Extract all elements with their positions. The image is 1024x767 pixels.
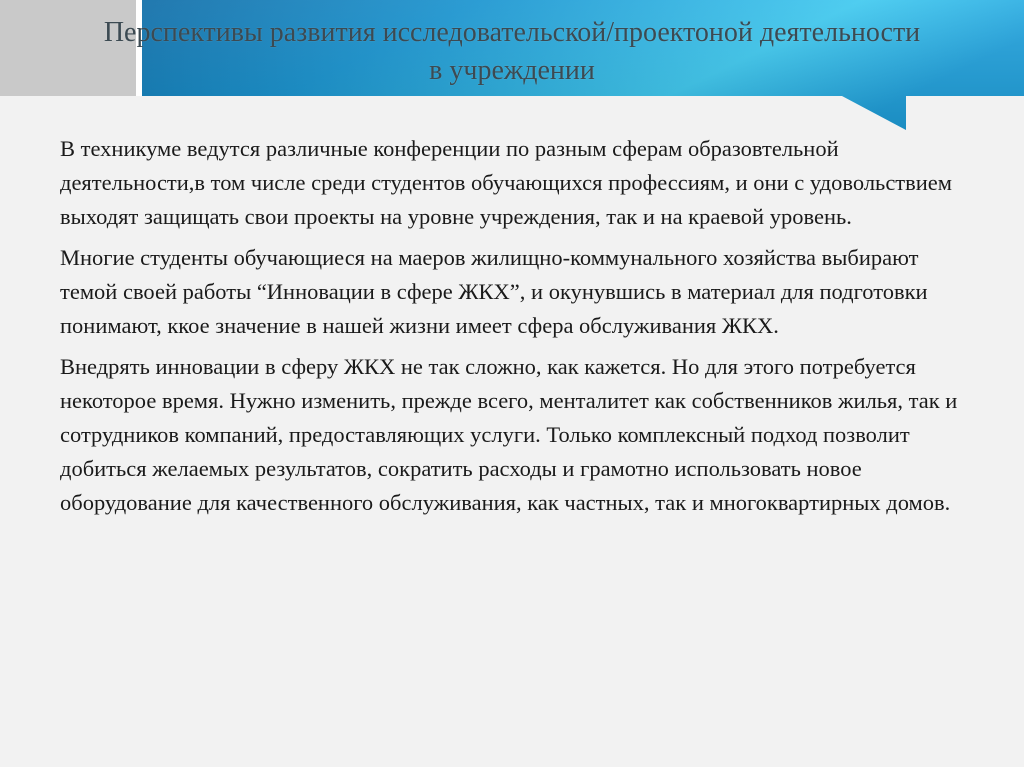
slide-body [60,132,975,527]
body-paragraph-2: Многие студенты обучающиеся на маеров жилищно-коммунального хозяйства выбирают темой своей работы “Инновации в сфере ЖКХ”, и окунувшись в материал для подготовки понимают, ккое значение в нашей жизни имеет сфера обслуживания ЖКХ. [60,245,928,338]
body-paragraph-3: Внедрять инновации в сферу ЖКХ не так сложно, как кажется. Но для этого потребуется некоторое время. Нужно изменить, прежде всего, менталитет как собственников жилья, так и сотрудников компаний, предоставляющих услуги. Только комплексный подход позволит добиться желаемых результатов, сократить расходы и грамотно использовать новое оборудование для качественного обслуживания, как частных, так и многоквартирных домов. [60,354,958,515]
slide-title: Перспективы развития исследовательской/проектоной деятельности в учреждении [103,17,921,86]
body-paragraph-1: В техникуме ведутся различные конференции по разным сферам образовтельной деятельности,в том числе среди студентов обучающихся профессиям, и они с удовольствием выходят защищать свои проекты на уровне учреждения, так и на краевой уровень. [60,136,953,229]
